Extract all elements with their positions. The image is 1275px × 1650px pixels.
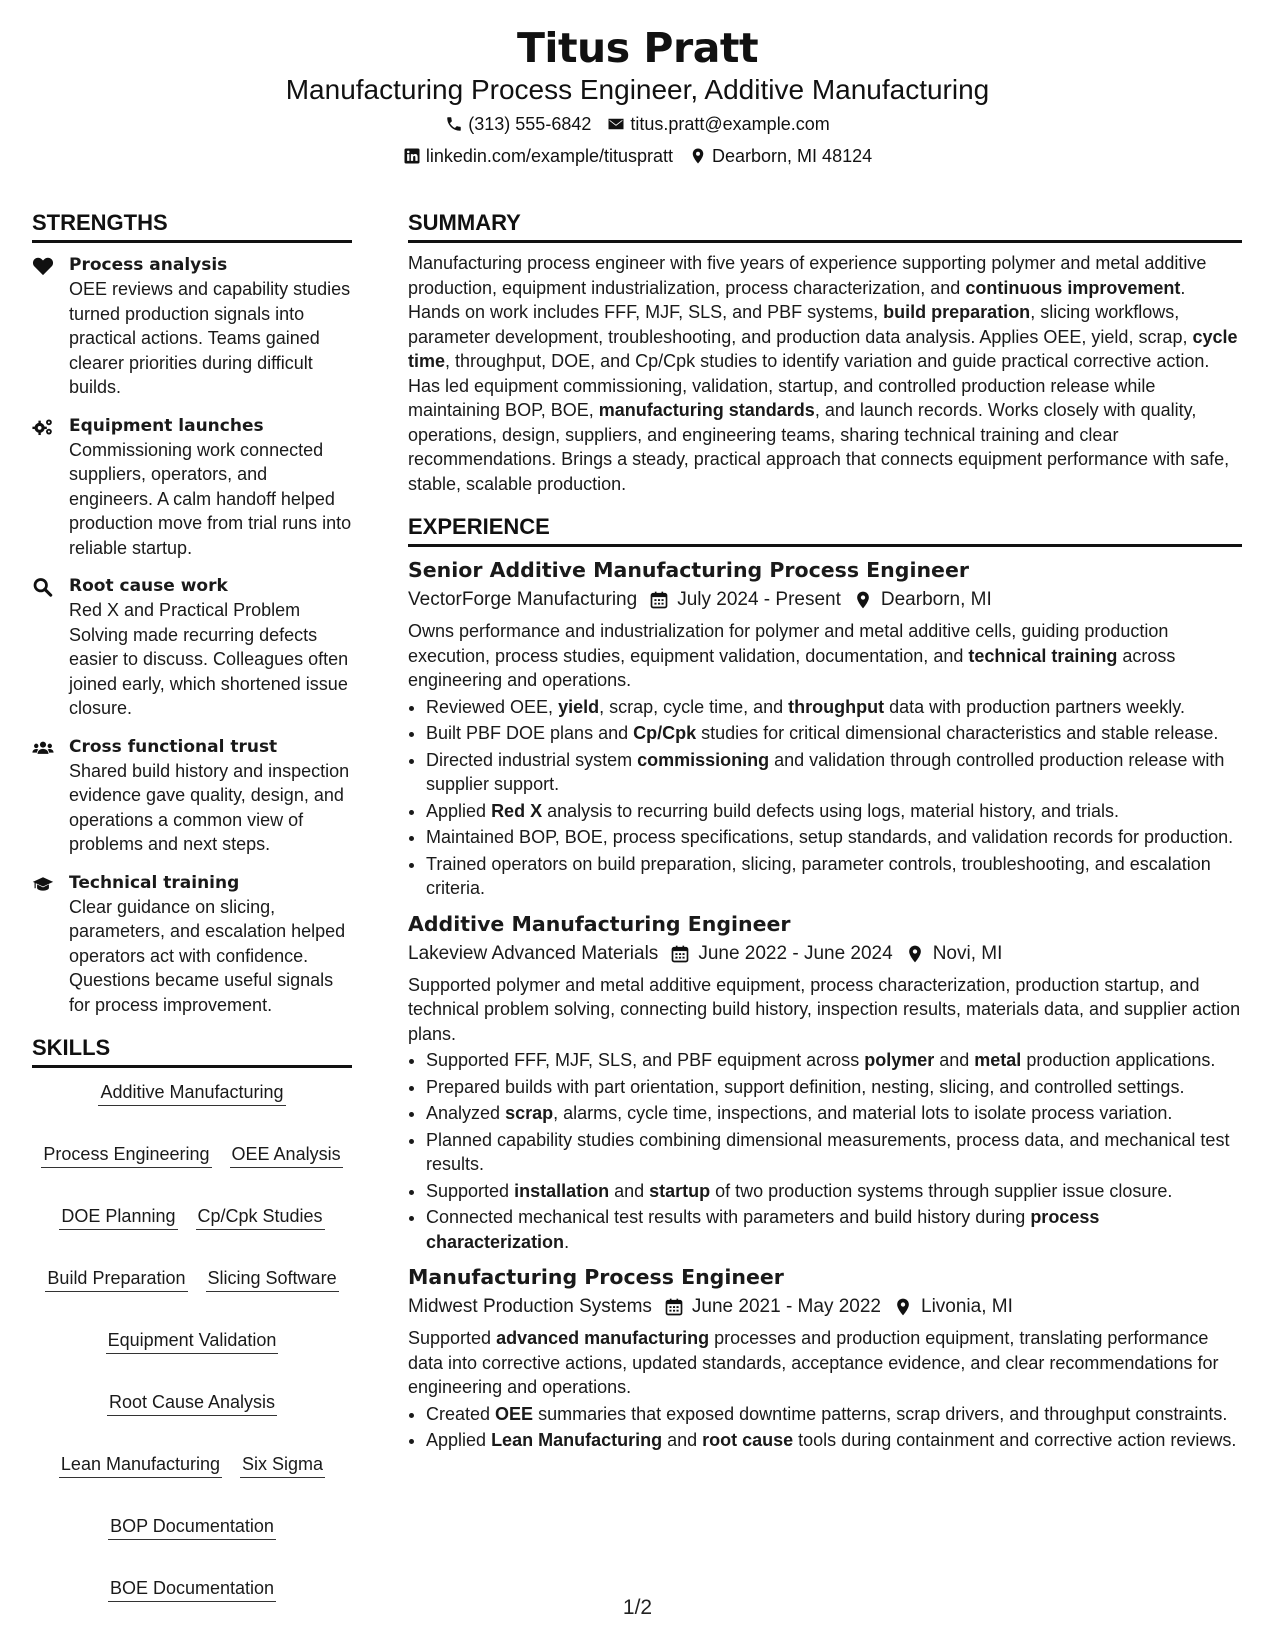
search-icon bbox=[32, 574, 69, 721]
emphasis-text: technical training bbox=[968, 645, 1118, 666]
skill-tag: Cp/Cpk Studies bbox=[196, 1204, 325, 1230]
graduation-cap-icon bbox=[32, 871, 69, 1018]
list-item bbox=[426, 1179, 1242, 1204]
candidate-name: Titus Pratt bbox=[516, 24, 759, 72]
resume-header bbox=[0, 22, 1275, 172]
calendar-icon bbox=[670, 944, 690, 964]
company-name: Midwest Production Systems bbox=[408, 1296, 652, 1317]
list-item bbox=[426, 1101, 1242, 1126]
emphasis-text: Cp/Cpk bbox=[633, 723, 697, 743]
text-segment: Supported bbox=[408, 1328, 497, 1348]
text-segment: Built PBF DOE plans and bbox=[426, 723, 634, 743]
company-name: Lakeview Advanced Materials bbox=[408, 942, 659, 964]
text-segment: and bbox=[609, 1180, 650, 1201]
job-bullets bbox=[408, 1402, 1242, 1453]
gears-icon bbox=[32, 414, 69, 561]
text-segment: Planned capability studies combining dimensional measurements, process data, and mechanical test results. bbox=[426, 1129, 1230, 1174]
text-segment: Trained operators on build preparation, slicing, parameter controls, troubleshooting, and escalation criteria. bbox=[426, 853, 1211, 898]
job-dates: June 2021 - May 2022 bbox=[664, 1292, 881, 1322]
text-segment: , alarms, cycle time, inspections, and material lots to isolate process variation. bbox=[553, 1103, 1173, 1123]
list-item bbox=[426, 1205, 1242, 1254]
text-segment: Applied bbox=[426, 1430, 492, 1450]
emphasis-text: metal bbox=[974, 1050, 1022, 1070]
text-segment: Supported bbox=[426, 1180, 515, 1201]
experience-list bbox=[408, 555, 1242, 1453]
strength-description: Red X and Practical Problem Solving made recurring defects easier to discuss. Colleagues often joined early, which shortened issue closure. bbox=[69, 600, 349, 718]
text-segment: summaries that exposed downtime patterns, scrap drivers, and throughput constraints. bbox=[533, 1403, 1228, 1424]
strength-description: Commissioning work connected suppliers, operators, and engineers. A calm handoff helped production move from trial runs into reliable startup. bbox=[69, 439, 352, 558]
location-contact bbox=[689, 140, 872, 172]
list-item bbox=[426, 1075, 1242, 1100]
skill-tag: Equipment Validation bbox=[106, 1328, 279, 1354]
list-item bbox=[426, 799, 1242, 824]
text-segment: studies for critical dimensional characteristics and stable release. bbox=[696, 723, 1219, 743]
skill-tag: Additive Manufacturing bbox=[98, 1080, 285, 1106]
email-contact[interactable] bbox=[607, 108, 829, 140]
job-location: Novi, MI bbox=[905, 939, 1003, 969]
map-pin-icon bbox=[893, 1297, 913, 1317]
text-segment: Connected mechanical test results with parameters and build history during bbox=[426, 1207, 1031, 1227]
list-item bbox=[426, 1428, 1242, 1453]
phone-contact bbox=[445, 108, 591, 140]
list-item bbox=[426, 721, 1242, 746]
text-segment: . Hands on work includes FFF, MJF, SLS, and PBF systems, bbox=[408, 277, 1186, 322]
calendar-icon bbox=[664, 1297, 684, 1317]
text-segment: analysis to recurring build defects using logs, material history, and trials. bbox=[542, 800, 1120, 821]
strengths-heading: STRENGTHS bbox=[32, 206, 352, 243]
strengths-list bbox=[32, 253, 352, 1017]
emphasis-text: polymer bbox=[864, 1050, 935, 1070]
text-segment: Prepared builds with part orientation, support definition, nesting, slicing, and controlled settings. bbox=[426, 1076, 1185, 1097]
list-item bbox=[426, 1402, 1242, 1427]
strength-description: Shared build history and inspection evidence gave quality, design, and operations a common view of problems and next steps. bbox=[69, 760, 350, 854]
emphasis-text: OEE bbox=[495, 1403, 534, 1424]
map-pin-icon bbox=[689, 147, 707, 165]
emphasis-text: installation bbox=[514, 1180, 610, 1201]
skill-tag: Lean Manufacturing bbox=[59, 1452, 222, 1478]
page-number: 1/2 bbox=[622, 1596, 653, 1619]
text-segment: across engineering and operations. bbox=[408, 645, 1176, 690]
job-description bbox=[408, 619, 1242, 693]
job-title: Additive Manufacturing Engineer bbox=[408, 911, 791, 936]
emphasis-text: startup bbox=[649, 1180, 711, 1201]
job-bullets bbox=[408, 695, 1242, 901]
text-segment: data with production partners weekly. bbox=[884, 696, 1185, 717]
emphasis-text: manufacturing standards bbox=[598, 400, 815, 420]
experience-heading: EXPERIENCE bbox=[408, 510, 1242, 547]
job-location: Livonia, MI bbox=[893, 1292, 1013, 1322]
linkedin-link[interactable]: linkedin.com/example/tituspratt bbox=[425, 146, 674, 166]
skill-tag: Build Preparation bbox=[45, 1266, 187, 1292]
text-segment: , throughput, DOE, and Cp/Cpk studies to identify variation and guide practical corrective action. Has led equipment commissioning, validation, startup, and controlled production release while maintaining BOP, BOE, bbox=[408, 351, 1210, 420]
list-item bbox=[426, 695, 1242, 720]
job-entry bbox=[408, 555, 1242, 901]
heart-icon bbox=[32, 253, 69, 400]
contact-line-2 bbox=[0, 140, 1275, 172]
map-pin-icon bbox=[905, 944, 925, 964]
strength-item bbox=[32, 871, 352, 1018]
location-text: Dearborn, MI 48124 bbox=[712, 146, 873, 166]
job-title: Senior Additive Manufacturing Process Engineer bbox=[408, 558, 969, 582]
text-segment: , scrap, cycle time, and bbox=[599, 696, 789, 717]
list-item bbox=[426, 1128, 1242, 1177]
strength-description: OEE reviews and capability studies turned production signals into practical actions. Teams gained clearer priorities during difficult builds. bbox=[69, 279, 351, 397]
skill-tag: DOE Planning bbox=[59, 1204, 177, 1230]
skill-tag: BOE Documentation bbox=[108, 1576, 276, 1602]
list-item bbox=[426, 825, 1242, 850]
summary-heading: SUMMARY bbox=[408, 206, 1242, 243]
job-title: Manufacturing Process Engineer bbox=[408, 1265, 784, 1289]
strength-title: Equipment launches bbox=[69, 415, 264, 436]
text-segment: , and launch records. Works closely with quality, operations, design, suppliers, and engineering teams, sharing technical training and clear recommendations. Brings a steady, practical approach that connects equipment performance with safe, stable, scalable production. bbox=[408, 400, 1230, 494]
text-segment: and bbox=[662, 1430, 703, 1450]
text-segment: processes and production equipment, translating performance data into corrective actions, updated standards, acceptance evidence, and clear recommendations for engineering and operations. bbox=[408, 1328, 1219, 1397]
emphasis-text: scrap bbox=[505, 1103, 554, 1123]
strength-description: Clear guidance on slicing, parameters, and escalation helped operators act with confidence. Questions became useful signals for process improvement. bbox=[69, 896, 346, 1015]
emphasis-text: Lean Manufacturing bbox=[491, 1430, 663, 1450]
list-item bbox=[426, 748, 1242, 797]
strength-item bbox=[32, 735, 352, 857]
emphasis-text: advanced manufacturing bbox=[496, 1328, 710, 1348]
skill-tag: Slicing Software bbox=[206, 1266, 339, 1292]
text-segment: production applications. bbox=[1021, 1050, 1216, 1070]
emphasis-text: cycle time bbox=[408, 326, 1238, 371]
emphasis-text: yield bbox=[558, 696, 600, 717]
emphasis-text: continuous improvement bbox=[965, 277, 1181, 298]
text-segment: Created bbox=[426, 1403, 496, 1424]
list-item bbox=[426, 1048, 1242, 1073]
text-segment: Reviewed OEE, bbox=[426, 696, 559, 717]
text-segment: tools during containment and corrective action reviews. bbox=[793, 1430, 1237, 1450]
skill-tag: OEE Analysis bbox=[230, 1142, 343, 1168]
job-meta bbox=[408, 939, 1242, 969]
company-name: VectorForge Manufacturing bbox=[408, 589, 638, 610]
email-link[interactable]: titus.pratt@example.com bbox=[630, 114, 830, 134]
strength-title: Technical training bbox=[69, 872, 240, 893]
strength-title: Cross functional trust bbox=[69, 736, 278, 757]
text-segment: Supported FFF, MJF, SLS, and PBF equipment across bbox=[426, 1050, 865, 1070]
text-segment: . bbox=[564, 1231, 570, 1252]
linkedin-icon bbox=[403, 147, 421, 165]
emphasis-text: build preparation bbox=[883, 302, 1031, 322]
job-location: Dearborn, MI bbox=[853, 585, 992, 615]
strength-item bbox=[32, 253, 352, 400]
users-icon bbox=[32, 735, 69, 857]
strength-title: Process analysis bbox=[69, 255, 228, 275]
job-meta bbox=[408, 1292, 1242, 1322]
text-segment: Supported polymer and metal additive equipment, process characterization, production startup, and technical problem solving, connecting build history, inspection results, materials data, and supplier action plans. bbox=[408, 974, 1241, 1044]
text-segment: of two production systems through supplier issue closure. bbox=[710, 1180, 1173, 1201]
skills-heading: SKILLS bbox=[32, 1031, 352, 1068]
skills-list bbox=[32, 1080, 352, 1602]
candidate-title: Manufacturing Process Engineer, Additive Manufacturing bbox=[285, 74, 990, 105]
job-entry bbox=[408, 1262, 1242, 1453]
text-segment: and validation through controlled production release with supplier support. bbox=[426, 749, 1225, 794]
list-item bbox=[426, 852, 1242, 901]
job-dates: June 2022 - June 2024 bbox=[670, 939, 892, 969]
emphasis-text: root cause bbox=[702, 1430, 794, 1450]
text-segment: Analyzed bbox=[426, 1103, 506, 1123]
strength-item bbox=[32, 574, 352, 721]
summary-text bbox=[408, 251, 1242, 496]
phone-number: (313) 555-6842 bbox=[468, 114, 592, 134]
job-dates: July 2024 - Present bbox=[649, 585, 841, 615]
text-segment: Maintained BOP, BOE, process specifications, setup standards, and validation records for production. bbox=[426, 827, 1234, 847]
text-segment: Applied bbox=[426, 800, 492, 821]
contact-line-1 bbox=[0, 108, 1275, 140]
emphasis-text: process characterization bbox=[426, 1207, 1100, 1252]
job-bullets bbox=[408, 1048, 1242, 1254]
phone-icon bbox=[445, 115, 463, 133]
linkedin-contact[interactable] bbox=[403, 140, 673, 172]
skill-tag: Root Cause Analysis bbox=[107, 1390, 277, 1416]
skill-tag: Process Engineering bbox=[41, 1142, 211, 1168]
text-segment: Manufacturing process engineer with five years of experience supporting polymer and metal additive production, equipment industrialization, process characterization, and bbox=[408, 253, 1207, 298]
skill-tag: Six Sigma bbox=[240, 1452, 325, 1478]
left-column bbox=[32, 206, 352, 1602]
envelope-icon bbox=[607, 115, 625, 133]
job-description bbox=[408, 973, 1242, 1047]
strength-title: Root cause work bbox=[69, 576, 228, 596]
job-meta bbox=[408, 585, 1242, 615]
job-entry bbox=[408, 909, 1242, 1255]
job-description bbox=[408, 1326, 1242, 1400]
text-segment: Directed industrial system bbox=[426, 749, 638, 770]
text-segment: Owns performance and industrialization for polymer and metal additive cells, guiding production execution, process studies, equipment validation, documentation, and bbox=[408, 621, 1169, 666]
text-segment: and bbox=[934, 1050, 975, 1070]
emphasis-text: commissioning bbox=[637, 749, 770, 770]
skill-tag: BOP Documentation bbox=[108, 1514, 276, 1540]
strength-item bbox=[32, 414, 352, 561]
calendar-icon bbox=[649, 590, 669, 610]
text-segment: , slicing workflows, parameter development, troubleshooting, and production data analysis. Applies OEE, yield, scrap, bbox=[408, 302, 1193, 347]
right-column bbox=[408, 206, 1242, 1463]
map-pin-icon bbox=[853, 590, 873, 610]
emphasis-text: Red X bbox=[491, 800, 543, 821]
emphasis-text: throughput bbox=[788, 696, 885, 717]
